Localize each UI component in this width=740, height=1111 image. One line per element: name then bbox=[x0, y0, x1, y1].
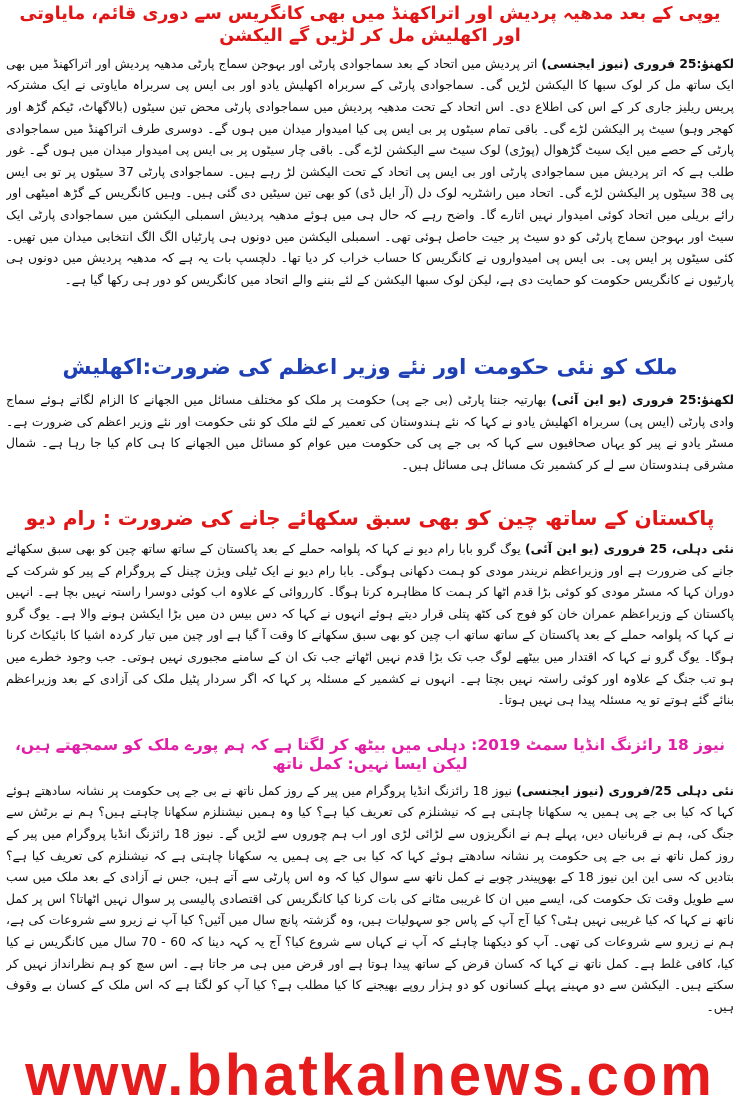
article-body bbox=[6, 390, 734, 476]
article-headline: پاکستان کے ساتھ چین کو بھی سبق سکھائے جانے کی ضرورت : رام دیو bbox=[25, 506, 715, 530]
article-body bbox=[6, 539, 734, 712]
article-headline: یوپی کے بعد مدھیہ پردیش اور اتراکھنڈ میں بھی کانگریس سے دوری قائم، مایاوتی اور اکھلیش مل کر لڑیں گے الیکشن bbox=[19, 4, 721, 46]
article-akhilesh bbox=[6, 354, 734, 502]
article-body bbox=[6, 54, 734, 292]
article-dateline: لکھنؤ:25 فروری (نیوز ایجنسی) bbox=[541, 56, 734, 71]
article-body bbox=[6, 781, 734, 1019]
article-text: نیوز 18 رائزنگ انڈیا پروگرام میں پیر کے روز کمل ناتھ نے بی جے پی حکومت پر نشانہ سادھتے ہوئے کہا کہ کیا بی جے پی ہمیں یہ سکھانا چاہتی ہے کہ نیشنلزم کی تعریف کیا ہے؟ کیا وہ ہمیں نیشنلزم سکھانا چاہتے ہیں؟ ہم نے برٹش سے جنگ کی، ہم نے قربانیاں دیں، پہلے ہم نے انگریزوں سے لڑائی لڑی اور اب ہم چوروں سے لڑیں گے۔ نیوز 18 رائزنگ انڈیا پروگرام میں پیر کے روز کمل ناتھ نے بی جے پی حکومت پر نشانہ سادھتے ہوئے کہا کہ کیا بی جے پی ہمیں یہ سکھانا چاہتی ہے کہ نیشنلزم کی تعریف کیا ہے؟ بتادیں کہ سی این این نیوز 18 کے بھوپیندر چوبے نے کمل ناتھ سے سوال کیا کہ وہ اس پارٹی سے آتے ہیں، جس نے آزادی کے بعد ملک میں سب سے طویل وقت تک حکومت کی، ایسے میں ان کا غریبی مٹانے کی بات کرنا کیا کانگریس کی اقتصادی پالیسی پر سوال نہیں اٹھاتا؟ اس پر کمل ناتھ نے کہا کہ کیا غریبی نہیں ہٹی؟ کیا آج آپ کے پاس جو سہولیات ہیں، وہ گزشتہ پانچ سال میں آئیں؟ کیا آپ نے زیرو سے شروعات کی ہے، ہم نے زیرو سے شروعات کی تھی۔ آپ کو دیکھنا چاہئے کہ آپ نے کہاں سے شروع کیا؟ آج یہ کہہ دینا کہ 60 - 70 سال میں کانگریس نے کیا کیا، کافی غلط ہے۔ کمل ناتھ نے کہا کہ کسان قرض کے ساتھ پیدا ہوتا ہے اور قرض میں ہی مر جاتا ہے۔ اس سچ کو ہم نظرانداز نہیں کر سکتے ہیں۔ الیکشن سے دو مہینے پہلے کسانوں کو دو ہزار روپے بھیجنے کا کیا مطلب ہے؟ کیا آپ کو لگتا ہے کہ اس ملک کے کسان بے وقوف ہیں۔ bbox=[6, 783, 734, 1014]
article-text: بھارتیہ جنتا پارٹی (بی جے پی) حکومت پر ملک کو مختلف مسائل میں الجھانے کا الزام لگاتے ہوئے سماج وادی پارٹی (ایس پی) سربراہ اکھلیش یادو نے کہا کہ نئے ہندوستان کی تعمیر کے لئے ملک کو نئی حکومت اور نئے وزیر اعظم کی ضرورت ہے۔ مسٹر یادو نے پیر کو یہاں صحافیوں سے کہا کہ بی جے پی کی حکومت میں عوام کو مسائل میں الجھانے کا ہی کام کیا جا رہا ہے۔ شمال مشرقی ہندوستان سے لے کر کشمیر تک مسائل ہی مسائل ہیں۔ bbox=[6, 393, 734, 473]
article-dateline: نئی دہلی، 25 فروری (یو این آئی) bbox=[525, 542, 734, 556]
article-kamalnath bbox=[6, 736, 734, 1032]
article-headline: نیوز 18 رائزنگ انڈیا سمٹ 2019: دہلی میں بیٹھ کر لگتا ہے کہ ہم پورے ملک کو سمجھتے ہیں، لیکن ایسا نہیں: کمل ناتھ bbox=[15, 736, 725, 774]
site-watermark-url: www.bhatkalnews.com bbox=[25, 1043, 715, 1108]
article-text: اتر پردیش میں اتحاد کے بعد سماجوادی پارٹی اور بہوجن سماج پارٹی مدھیہ پردیش اور اتراکھنڈ میں بھی ایک ساتھ مل کر لوک سبھا کا الیکشن لڑیں گی۔ سماجوادی پارٹی کے سربراہ اکھلیش یادو اور بی ایس پی سربراہ مایاوتی نے ایک مشترکہ پریس ریلیز جاری کر کے اس کی اطلاع دی۔ اس اتحاد کے تحت مدھیہ پردیش میں سماجوادی پارٹی محض تین سیٹوں (بالاگھاٹ، ٹیکم گڑھ اور کھجر وہو) سیٹ پر الیکشن لڑے گی۔ باقی تمام سیٹوں پر بی ایس پی کیا امیدوار میدان میں ہوں گے۔ دوسری طرف اتراکھنڈ میں سماجوادی پارٹی کے حصے میں ایک سیٹ گڑھوال (پوڑی) لوک سیٹ سے الیکشن لڑے گی۔ باقی چار سیٹوں پر بی ایس پی امیدوار میدان میں ہوں گے۔ غور طلب ہے کہ اتر پردیش میں سماجوادی پارٹی اور بی ایس پی اتحاد کے تحت الیکشن لڑ رہے ہیں۔ سماجوادی پارٹی 37 سیٹوں پر تو بی ایس پی 38 سیٹوں پر الیکشن لڑے گی۔ اتحاد میں راشٹریہ لوک دل (آر ایل ڈی) کو بھی تین سیٹیں دی گئی ہیں۔ وہیں کانگریس کے گڑھ امیٹھی اور رائے بریلی میں اتحاد کوئی امیدوار نہیں اتارے گا۔ واضح رہے کہ حال ہی میں ہوئے مدھیہ پردیش اسمبلی الیکشن میں سماجوادی پارٹی ایک سیٹ اور بہوجن سماج پارٹی کو دو سیٹ پر جیت حاصل ہوئی تھی۔ اسمبلی الیکشن میں دونوں ہی پارٹیاں الگ الگ انتخابی میدان میں تھیں۔ کئی سیٹوں پر ایس پی۔ بی ایس پی امیدواروں نے کانگریس کا حساب خراب کر دیا تھا۔ دلچسپ بات یہ ہے کہ مدھیہ پردیش میں دونوں ہی پارٹیوں نے کانگریس حکومت کو حمایت دی ہے، لیکن لوک سبھا الیکشن کے لئے بننے والے اتحاد میں کانگریس کو دور ہی رکھا گیا ہے۔ bbox=[6, 56, 734, 287]
article-dateline: لکھنؤ:25 فروری (یو این آئی) bbox=[551, 393, 734, 408]
article-ramdev bbox=[6, 506, 734, 732]
article-dateline: نئی دہلی 25/فروری (نیوز ایجنسی) bbox=[516, 783, 734, 798]
article-text: یوگ گرو بابا رام دیو نے کہا کہ پلوامہ حملے کے بعد پاکستان کے ساتھ ساتھ چین کو بھی سبق سکھائے جانے کی ضرورت ہے اور وزیراعظم نریندر مودی کو ہمت دکھانی ہوگی۔ بابا رام دیو نے ایک ٹیلی ویژن چینل کے پروگرام کے پیر کو شرکت کے دوران کہا کہ مسٹر مودی کو کوئی بڑا قدم اٹھا کر ہمت کا مظاہرہ کرنا ہوگا۔ کارروائی کے علاوہ اب کوئی دوسرا راستہ نہیں بچا ہے۔ انہیں پاکستان کے وزیراعظم عمران خان کو فوج کی کٹھ پتلی قرار دیتے ہوئے انہوں نے کہا کہ دس بیس دن میں بڑا ایکشن ہونے والا ہے۔ یوگ گرو نے کہا کہ پلوامہ حملے کے بعد پاکستان کے ساتھ ساتھ اب چین کو بھی سبق سکھانے کا وقت آ گیا ہے اور چین میں تیار کردہ اشیا کا بائیکاٹ کرنا ہوگا۔ یوگ گرو نے کہا کہ اقتدار میں بیٹھے لوگ جب تک بڑا قدم نہیں اٹھاتے جب تک ان کے سامنے مجبوری نہیں ہوتی۔ جب وجود خطرے میں ہو تب جنگ کے علاوہ اور کوئی راستہ نہیں بچتا ہے۔ انہوں نے کشمیر کے مسئلہ پر کہا کہ اگر سردار پٹیل ملک کی آزادی کے بعد وزیراعظم بنائے گئے ہوتے تو یہ مسئلہ پیدا ہی نہیں ہوتا۔ bbox=[6, 542, 734, 708]
article-headline: ملک کو نئی حکومت اور نئے وزیر اعظم کی ضرورت:اکھلیش bbox=[62, 355, 678, 379]
article-sp-bsp-alliance bbox=[6, 4, 734, 350]
